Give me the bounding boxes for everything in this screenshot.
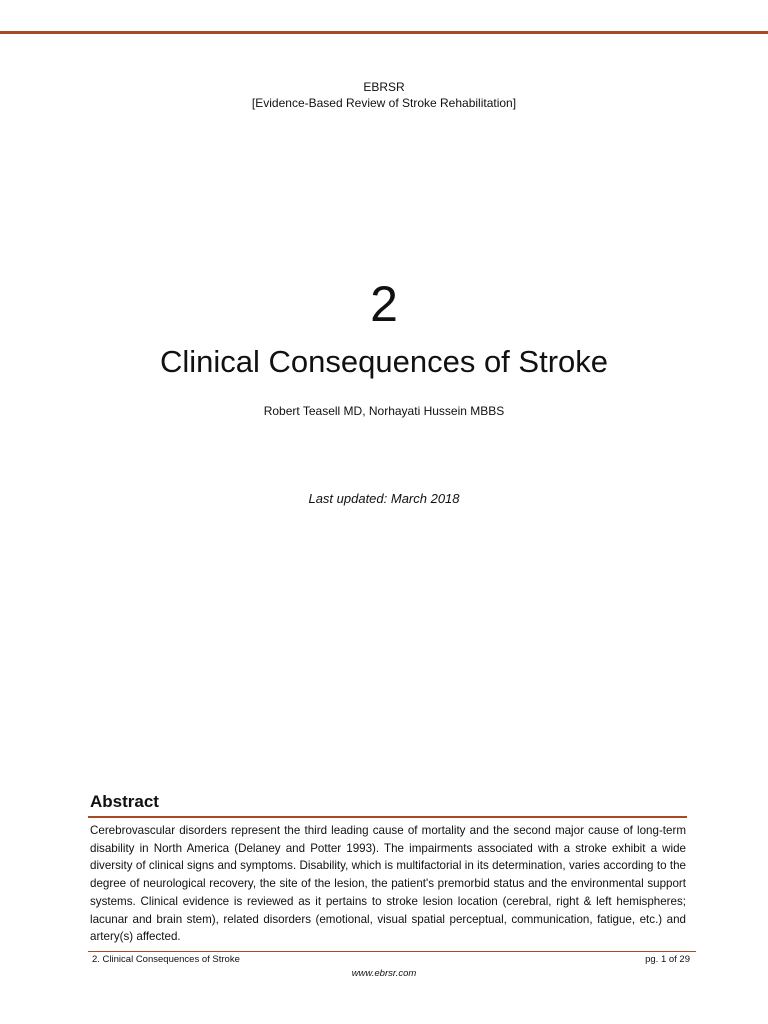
abstract-heading: Abstract — [90, 792, 159, 811]
top-divider — [0, 31, 768, 34]
chapter-title: Clinical Consequences of Stroke — [159, 344, 609, 379]
org-full-name: [Evidence-Based Review of Stroke Rehabilitation] — [251, 96, 517, 110]
footer-website: www.ebrsr.com — [351, 968, 417, 979]
footer-chapter-title: 2. Clinical Consequences of Stroke — [92, 954, 240, 965]
org-name: EBRSR — [363, 80, 405, 94]
abstract-divider — [88, 816, 687, 818]
last-updated: Last updated: March 2018 — [308, 491, 460, 506]
abstract-body: Cerebrovascular disorders represent the third leading cause of mortality and the second major cause of long-term disability in North America (Delaney and Potter 1993). The impairments associated with a stroke exhibit a wide diversity of clinical signs and symptoms. Disability, which is multifactorial in its determination, varies according to the degree of neurological recovery, the site of the lesion, the patient's premorbid status and the environmental support systems. Clinical evidence is reviewed as it pertains to stroke lesion location (cerebral, right & left hemispheres; lacunar and brain stem), related disorders (emotional, visual spatial perceptual, communication, fatigue, etc.) and artery(s) affected. — [90, 824, 686, 944]
authors: Robert Teasell MD, Norhayati Hussein MBBS — [263, 404, 505, 418]
chapter-number: 2 — [370, 276, 398, 332]
footer-page-number: pg. 1 of 29 — [645, 954, 690, 965]
footer-divider — [88, 951, 696, 952]
